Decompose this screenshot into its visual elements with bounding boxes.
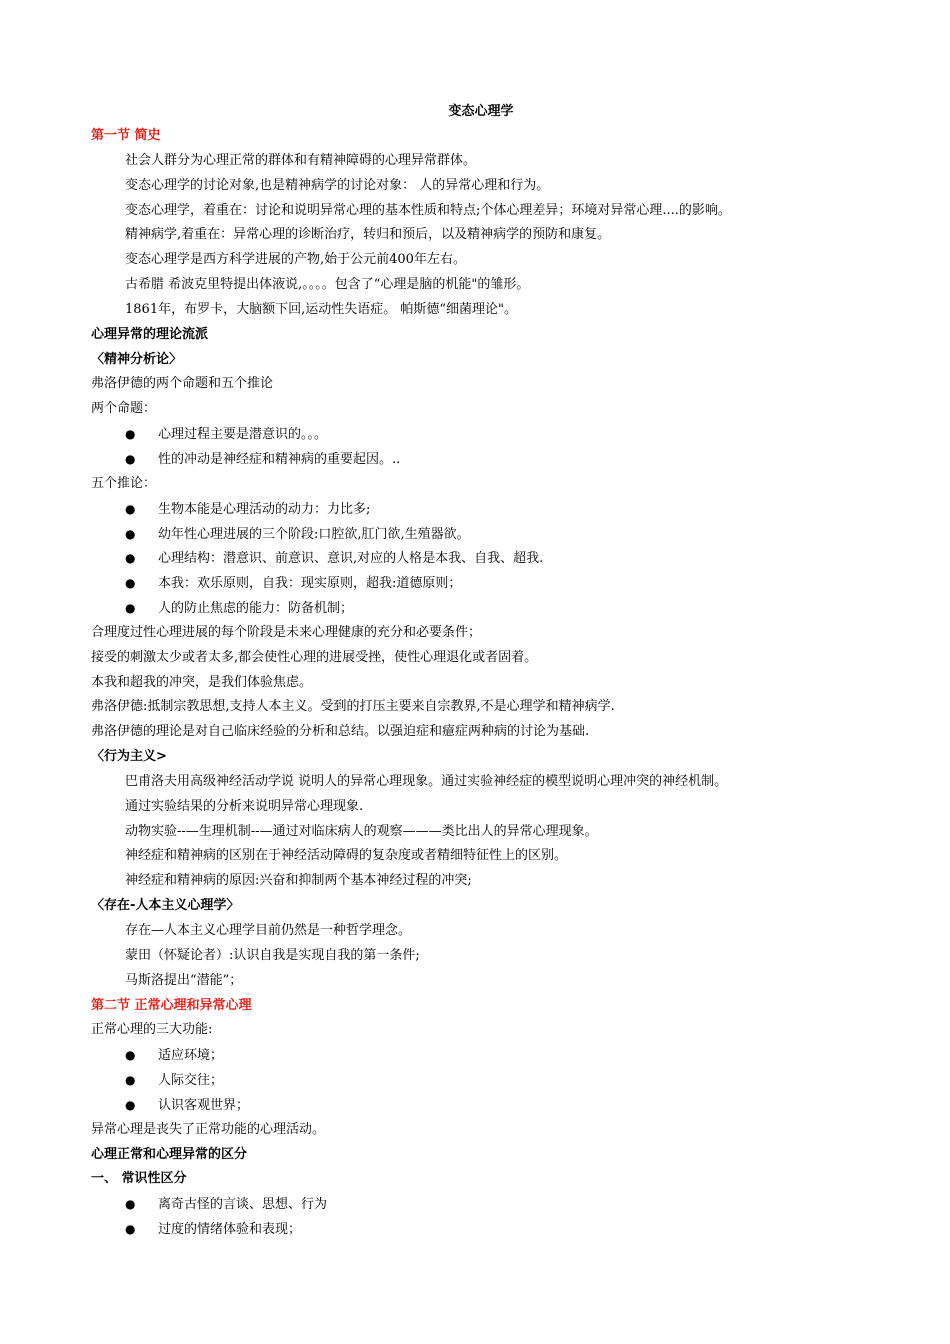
paragraph: 神经症和精神病的区别在于神经活动障碍的复杂度或者精细特征性上的区别。: [125, 848, 568, 864]
list-item-text: 心理过程主要是潜意识的。。。: [158, 427, 328, 443]
list-item-text: 人际交往；: [158, 1073, 224, 1089]
list-item-text: 幼年性心理进展的三个阶段:口腔欲,肛门欲,生殖器欲。: [158, 526, 470, 542]
paragraph: 存在—人本主义心理学目前仍然是一种哲学理念。: [125, 923, 412, 938]
bullet-icon: ●: [125, 1222, 136, 1237]
inferences-label: 五个推论：: [91, 475, 157, 491]
list-item-text: 离奇古怪的言谈、思想、行为: [158, 1197, 328, 1213]
paragraph: 变态心理学是西方科学进展的产物,始于公元前400年左右。: [125, 252, 466, 268]
list-item-text: 过度的情绪体验和表现；: [158, 1222, 302, 1238]
paragraph: 社会人群分为心理正常的群体和有精神障碍的心理异常群体。: [125, 152, 477, 168]
paragraph: 古希腊 希波克里特提出体液说,。。。。包含了“心理是脑的机能"的雏形。: [125, 277, 530, 293]
subsection-heading: 一、 常识性区分: [91, 1171, 187, 1187]
list-item: [91, 596, 871, 621]
list-item: [91, 497, 871, 522]
paragraph: 精神病学,着重在：异常心理的诊断治疗，转归和预后，以及精神病学的预防和康复。: [125, 227, 611, 243]
paragraph: 马斯洛提出“潜能”；: [125, 972, 243, 988]
schools-heading: 心理异常的理论流派: [91, 326, 209, 342]
list-item-text: 生物本能是心理活动的动力：力比多;: [158, 501, 371, 517]
list-item: [91, 522, 871, 547]
section-2-heading: 第二节 正常心理和异常心理: [91, 997, 252, 1013]
section-1-heading: 第一节 简史: [91, 128, 161, 143]
list-item: [91, 1192, 871, 1217]
bullet-icon: ●: [125, 601, 136, 616]
bullet-icon: ●: [125, 1197, 136, 1212]
paragraph: 通过实验结果的分析来说明异常心理现象.: [125, 798, 364, 814]
document-page: [91, 100, 871, 1242]
paragraph: 异常心理是丧失了正常功能的心理活动。: [91, 1121, 326, 1137]
list-item-text: 认识客观世界；: [158, 1097, 250, 1113]
paragraph: 变态心理学，着重在：讨论和说明异常心理的基本性质和特点;个体心理差异；环境对异常心理....的影响。: [125, 202, 731, 218]
paragraph: 动物实验--—生理机制--—通过对临床病人的观察———类比出人的异常心理现象。: [125, 823, 598, 839]
paragraph: 弗洛伊德:抵制宗教思想,支持人本主义。受到的打压主要来自宗教界,不是心理学和精神病学.: [91, 699, 615, 715]
paragraph: 巴甫洛夫用高级神经活动学说 说明人的异常心理现象。通过实验神经症的模型说明心理冲突的神经机制。: [125, 773, 728, 789]
bullet-icon: ●: [125, 1073, 136, 1088]
list-item: [91, 1093, 871, 1118]
list-item: [91, 546, 871, 571]
bullet-icon: ●: [125, 526, 136, 541]
bullet-icon: ●: [125, 1097, 136, 1112]
list-item: [91, 1068, 871, 1093]
humanism-heading: 〈存在-人本主义心理学〉: [91, 898, 240, 914]
paragraph: 蒙田（怀疑论者）:认识自我是实现自我的第一条件;: [125, 947, 420, 963]
paragraph: 变态心理学的讨论对象,也是精神病学的讨论对象： 人的异常心理和行为。: [125, 177, 550, 193]
paragraph: 合理度过性心理进展的每个阶段是未来心理健康的充分和必要条件；: [91, 624, 482, 640]
distinction-heading: 心理正常和心理异常的区分: [91, 1146, 248, 1162]
list-item: [91, 571, 871, 596]
list-item: [91, 1043, 871, 1068]
paragraph: 神经症和精神病的原因:兴奋和抑制两个基本神经过程的冲突;: [125, 873, 472, 889]
document-title: 变态心理学: [448, 104, 514, 119]
list-item-text: 本我：欢乐原则，自我：现实原则，超我:道德原则；: [158, 576, 462, 592]
list-item: [91, 422, 871, 447]
list-item: [91, 447, 871, 472]
list-item-text: 性的冲动是神经症和精神病的重要起因。..: [158, 451, 401, 467]
list-item-text: 心理结构：潜意识、前意识、意识,对应的人格是本我、自我、超我.: [158, 551, 544, 567]
paragraph: 本我和超我的冲突，是我们体验焦虑。: [91, 674, 313, 690]
bullet-icon: ●: [125, 576, 136, 591]
list-item-text: 人的防止焦虑的能力：防备机制；: [158, 601, 354, 617]
propositions-label: 两个命题：: [91, 401, 157, 417]
paragraph: 接受的刺激太少或者太多,都会使性心理的进展受挫，使性心理退化或者固着。: [91, 649, 538, 665]
bullet-icon: ●: [125, 1048, 136, 1063]
bullet-icon: ●: [125, 501, 136, 516]
bullet-icon: ●: [125, 451, 136, 466]
list-item-text: 适应环境；: [158, 1048, 224, 1064]
paragraph: 弗洛伊德的理论是对自己临床经验的分析和总结。以强迫症和癔症两种病的讨论为基础.: [91, 724, 590, 740]
behaviorism-heading: 〈行为主义>: [91, 749, 167, 765]
paragraph: 弗洛伊德的两个命题和五个推论: [91, 376, 274, 392]
functions-label: 正常心理的三大功能:: [91, 1022, 213, 1038]
bullet-icon: ●: [125, 551, 136, 566]
bullet-icon: ●: [125, 427, 136, 442]
paragraph: 1861年，布罗卡，大脑额下回,运动性失语症。 帕斯德“细菌理论"。: [125, 301, 517, 317]
psychoanalysis-heading: 〈精神分析论〉: [91, 351, 183, 367]
list-item: [91, 1217, 871, 1242]
